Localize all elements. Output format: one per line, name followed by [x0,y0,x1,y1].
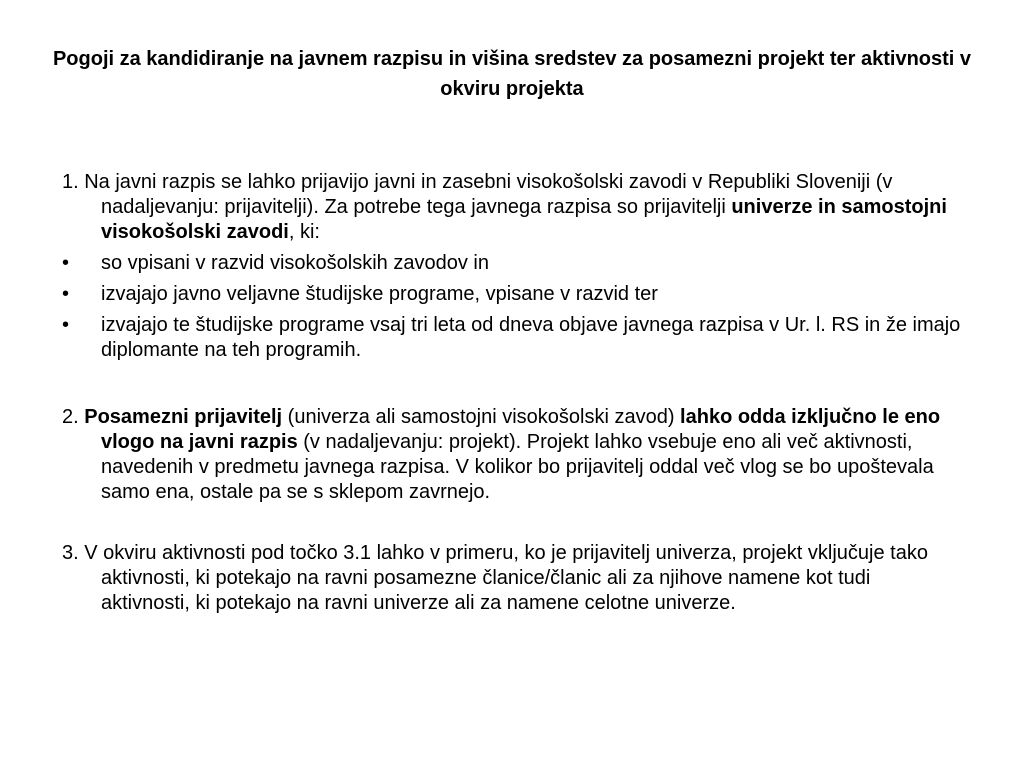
paragraph-1-tail: , ki: [288,221,320,243]
slide-title: Pogoji za kandidiranje na javnem razpisu in višina sredstev za posamezni projekt ter aktivnosti v okviru projekta [52,48,972,100]
bullet-item [62,251,962,276]
paragraph-3: 3. V okviru aktivnosti pod točko 3.1 lahko v primeru, ko je prijavitelj univerza, projekt vključuje tako aktivnosti, ki potekajo na ravni posamezne članice/članic ali za njihove namene kot tudi aktivnosti, ki potekajo na ravni univerze ali za namene celotne univerze. [62,542,928,614]
paragraph-2 [62,405,962,505]
bullet-text: izvajajo te študijske programe vsaj tri leta od dneva objave javnega razpisa v Ur. l. RS in že imajo diplomante na teh programih. [101,314,961,361]
bullet-item [62,313,962,363]
paragraph-2-text-1: (univerza ali samostojni visokošolski zavod) [282,406,681,428]
bullet-text: izvajajo javno veljavne študijske programe, vpisane v razvid ter [101,283,658,305]
bullet-list [62,251,962,363]
bullet-icon: • [62,283,70,305]
paragraph-1 [62,170,962,245]
paragraph-2-text-2: (v nadaljevanju: projekt). Projekt lahko vsebuje eno ali več aktivnosti, navedenih v predmetu javnega razpisa. V kolikor bo prijavitelj oddal več vlog se bo upoštevala samo ena, ostale pa se s sklepom zavrnejo. [101,431,934,503]
paragraph-1-emphasis: univerze in samostojni visokošolski zavodi [101,196,947,243]
slide-body [62,170,962,616]
bullet-text: so vpisani v razvid visokošolskih zavodov in [101,252,489,274]
paragraph-2-emphasis-1: Posamezni prijavitelj [84,406,283,428]
spacer [62,369,962,405]
bullet-item [62,282,962,307]
paragraph-2-emphasis-2: lahko odda izključno le eno vlogo na javni razpis [101,406,941,453]
spacer [62,505,962,541]
paragraph-1-text: 1. Na javni razpis se lahko prijavijo javni in zasebni visokošolski zavodi v Republiki Sloveniji (v nadaljevanju: prijavitelji). Za potrebe tega javnega razpisa so prijavitelji [62,171,893,218]
paragraph-2-number: 2. [62,406,85,428]
bullet-icon: • [62,314,70,336]
bullet-icon: • [62,252,70,274]
